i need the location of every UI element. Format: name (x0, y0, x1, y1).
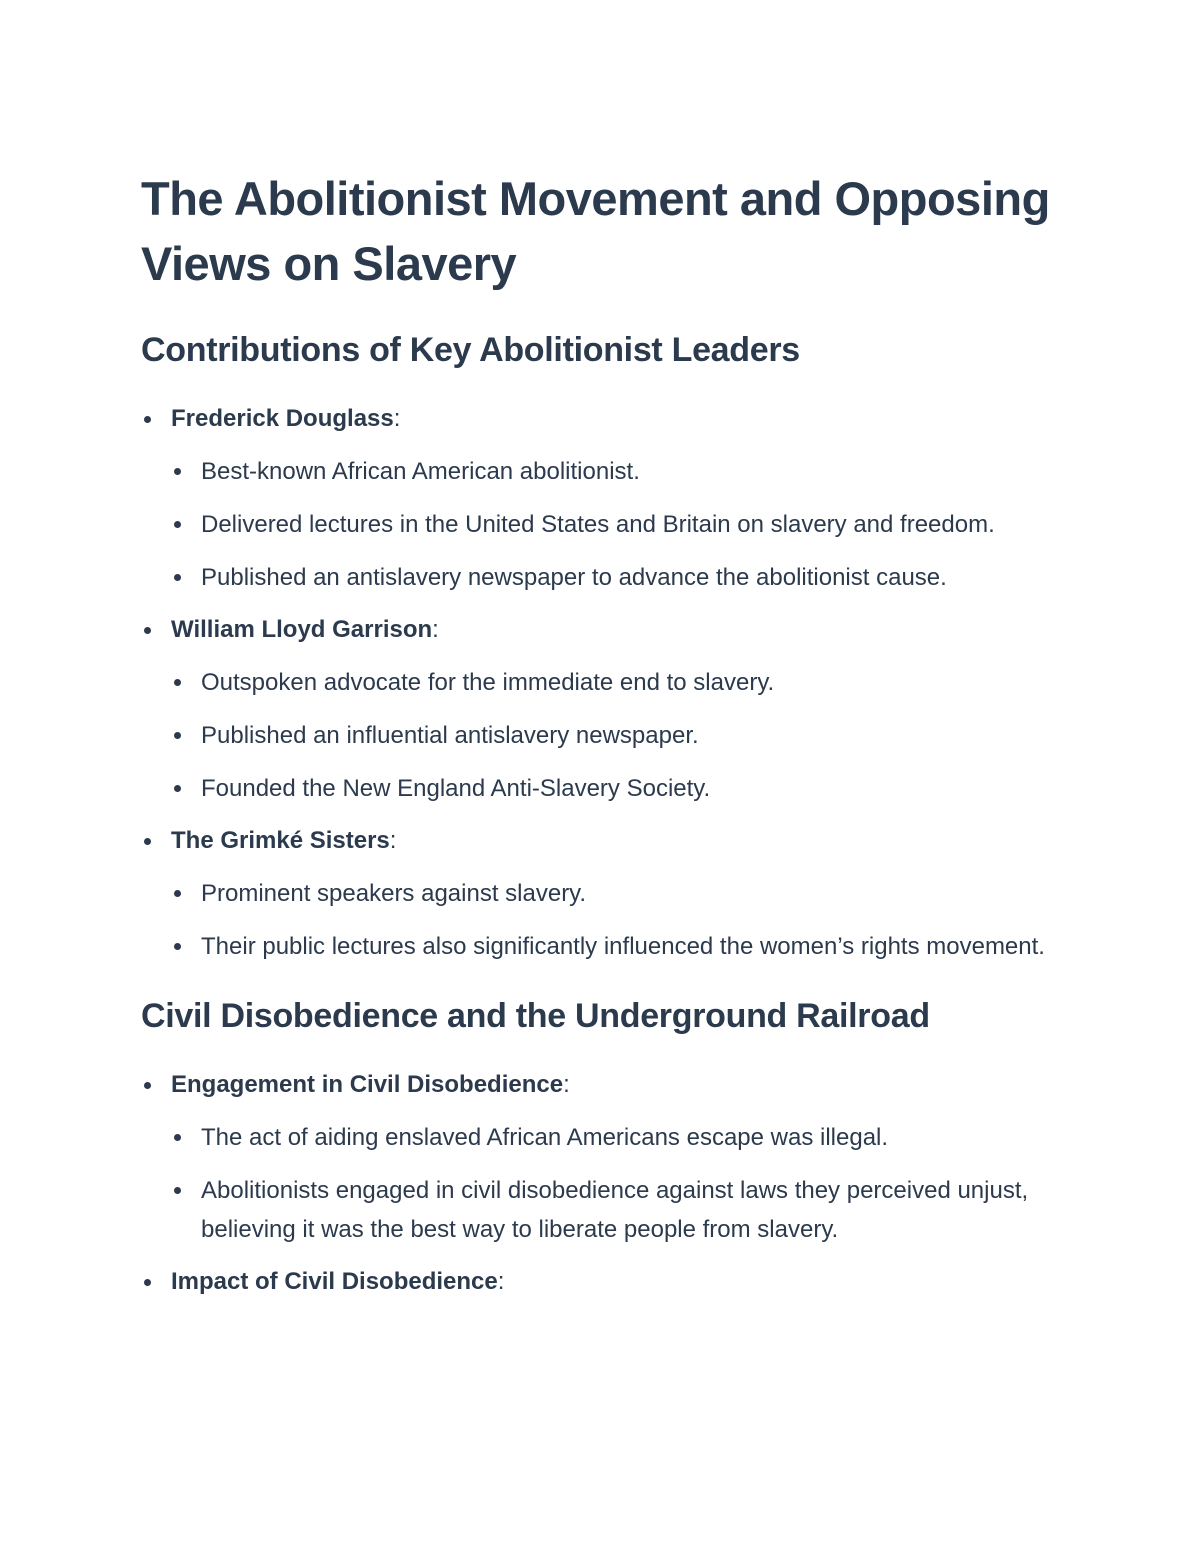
sub-list-item (171, 874, 1071, 913)
page-title: The Abolitionist Movement and Opposing Views on Slavery (141, 172, 1050, 290)
sub-list-item (171, 1171, 1071, 1249)
bullet-icon (174, 521, 181, 528)
item-lead: William Lloyd Garrison (171, 616, 433, 643)
bullet-icon (174, 574, 181, 581)
item-lead: The Grimké Sisters (171, 827, 390, 854)
sub-item-text: Published an influential antislavery newspaper. (201, 722, 699, 749)
sub-item-text: Abolitionists engaged in civil disobedience against laws they perceived unjust, believing it was the best way to liberate people from slavery. (201, 1177, 1029, 1243)
bullet-icon (174, 732, 181, 739)
item-colon: : (497, 1268, 505, 1295)
item-lead: Impact of Civil Disobedience (171, 1268, 498, 1295)
sub-list-item (171, 452, 1071, 491)
item-colon: : (432, 616, 439, 643)
sub-list-item (171, 769, 1071, 808)
sub-list-item (171, 927, 1071, 966)
sub-item-text: Founded the New England Anti-Slavery Society. (201, 775, 711, 802)
leaders-list (141, 400, 1071, 966)
list-item-engagement (141, 1066, 1071, 1249)
list-item-douglass (141, 400, 1071, 597)
bullet-icon (144, 1279, 151, 1286)
bullet-icon (174, 785, 181, 792)
bullet-icon (144, 838, 151, 845)
bullet-icon (174, 679, 181, 686)
civil-disobedience-list (141, 1066, 1071, 1301)
item-lead: Frederick Douglass (171, 405, 394, 432)
sub-item-text: Delivered lectures in the United States and Britain on slavery and freedom. (201, 511, 995, 538)
bullet-icon (174, 1134, 181, 1141)
sub-list-item (171, 1118, 1071, 1157)
bullet-icon (144, 416, 151, 423)
sub-item-text: Prominent speakers against slavery. (201, 880, 587, 907)
bullet-icon (144, 627, 151, 634)
bullet-icon (174, 890, 181, 897)
item-colon: : (389, 827, 397, 854)
sub-list (171, 874, 1071, 966)
sub-list-item (171, 558, 1071, 597)
bullet-icon (174, 943, 181, 950)
bullet-icon (144, 1082, 151, 1089)
item-colon: : (563, 1071, 570, 1098)
list-item-garrison (141, 611, 1071, 808)
sub-item-text: Best-known African American abolitionist. (201, 458, 640, 485)
sub-list-item (171, 716, 1071, 755)
sub-item-text: The act of aiding enslaved African Americans escape was illegal. (201, 1124, 889, 1151)
item-lead: Engagement in Civil Disobedience (171, 1071, 564, 1098)
section-heading-civil-disobedience: Civil Disobedience and the Underground Railroad (141, 997, 930, 1035)
list-item-grimke (141, 822, 1071, 966)
section-heading-leaders: Contributions of Key Abolitionist Leaders (141, 331, 800, 369)
sub-list-item (171, 505, 1071, 544)
document-page (141, 166, 1071, 1315)
bullet-icon (174, 468, 181, 475)
sub-list-item (171, 663, 1071, 702)
sub-list (171, 663, 1071, 808)
item-colon: : (393, 405, 401, 432)
list-item-impact (141, 1263, 1071, 1301)
sub-item-text: Their public lectures also significantly influenced the women’s rights movement. (201, 933, 1045, 960)
sub-item-text: Published an antislavery newspaper to advance the abolitionist cause. (201, 564, 947, 591)
sub-item-text: Outspoken advocate for the immediate end to slavery. (201, 669, 775, 696)
sub-list (171, 452, 1071, 597)
bullet-icon (174, 1187, 181, 1194)
sub-list (171, 1118, 1071, 1249)
